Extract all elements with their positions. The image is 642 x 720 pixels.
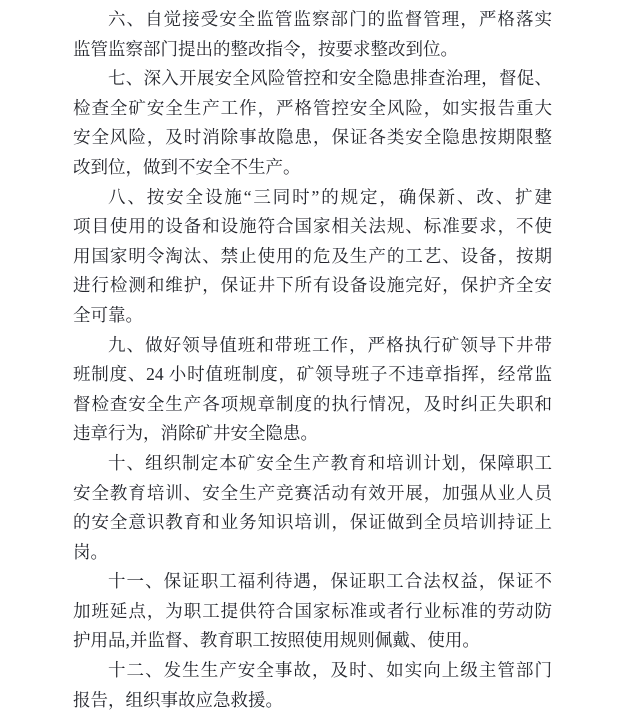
text-line: 全可靠。 [73,304,143,325]
text-line: 岗。 [73,541,108,562]
text-line: 检查全矿安全生产工作，严格管控安全风险，如实报告重大 [73,97,552,118]
text-line: 护用品,并监督、教育职工按照使用规则佩戴、使用。 [73,630,480,651]
text-line: 八、按安全设施“三同时”的规定，确保新、改、扩建 [108,186,552,207]
paragraph-7 [73,64,552,182]
text-line: 安全风险，及时消除事故隐患，保证各类安全隐患按期限整 [73,127,552,148]
text-line: 十、组织制定本矿安全生产教育和培训计划，保障职工 [108,452,552,473]
text-line: 监管监察部门提出的整改指令，按要求整改到位。 [73,38,458,59]
text-line: 用国家明令淘汰、禁止使用的危及生产的工艺、设备，按期 [73,245,552,266]
text-line: 十一、保证职工福利待遇，保证职工合法权益，保证不 [108,571,552,592]
text-line: 项目使用的设备和设施符合国家相关法规、标准要求，不使 [73,216,552,237]
text-line: 改到位，做到不安全不生产。 [73,156,301,177]
text-line: 七、深入开展安全风险管控和安全隐患排查治理，督促、 [108,68,552,89]
paragraph-8 [73,183,552,331]
paragraph-12 [73,656,552,715]
text-line: 九、做好领导值班和带班工作，严格执行矿领导下井带 [108,334,552,355]
text-line: 督检查安全生产各项规章制度的执行情况，及时纠正失职和 [73,393,552,414]
text-line: 报告，组织事故应急救援。 [73,689,283,710]
text-line: 的安全意识教育和业务知识培训，保证做到全员培训持证上 [73,512,552,533]
text-line: 十二、发生生产安全事故，及时、如实向上级主管部门 [108,660,552,681]
paragraph-10 [73,449,552,567]
paragraph-6 [73,5,552,64]
text-line: 加班延点，为职工提供符合国家标准或者行业标准的劳动防 [73,600,552,621]
paragraph-11 [73,567,552,656]
paragraph-9 [73,331,552,449]
text-line: 违章行为，消除矿井安全隐患。 [73,423,318,444]
text-line: 进行检测和维护，保证井下所有设备设施完好，保护齐全安 [73,275,552,296]
text-line: 安全教育培训、安全生产竞赛活动有效开展，加强从业人员 [73,482,552,503]
text-line: 六、自觉接受安全监管监察部门的监督管理，严格落实 [108,9,552,29]
text-line: 班制度、24 小时值班制度，矿领导班子不违章指挥，经常监 [73,364,552,385]
